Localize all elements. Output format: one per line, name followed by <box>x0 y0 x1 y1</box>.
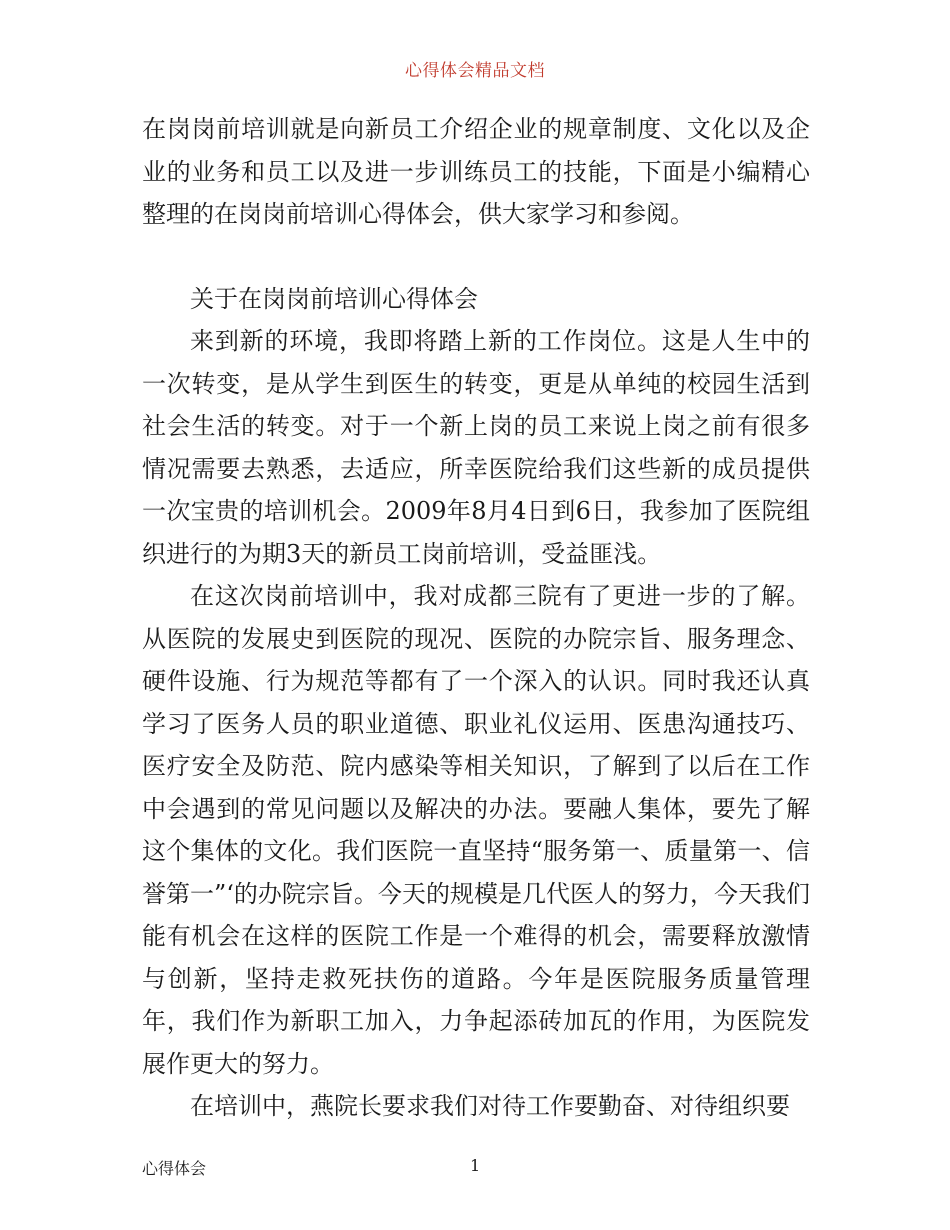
document-body <box>142 108 810 1128</box>
body-paragraph-2: 在这次岗前培训中，我对成都三院有了更进一步的了解。从医院的发展史到医院的现况、医院的办院宗旨、服务理念、硬件设施、行为规范等都有了一个深入的认识。同时我还认真学习了医务人员的职业道德、职业礼仪运用、医患沟通技巧、医疗安全及防范、院内感染等相关知识，了解到了以后在工作中会遇到的常见问题以及解决的办法。要融人集体，要先了解这个集体的文化。我们医院一直坚持“服务第一、质量第一、信誉第一”‘的办院宗旨。今天的规模是几代医人的努力，今天我们能有机会在这样的医院工作是一个难得的机会，需要释放激情与创新，坚持走救死扶伤的道路。今年是医院服务质量管理年，我们作为新职工加入，力争起添砖加瓦的作用，为医院发展作更大的努力。 <box>142 582 810 1078</box>
body-paragraph-3: 在培训中，燕院长要求我们对待工作要勤奋、对待组织要 <box>190 1092 790 1120</box>
page-header-title: 心得体会精品文档 <box>405 61 545 81</box>
body-paragraph-1: 来到新的环境，我即将踏上新的工作岗位。这是人生中的一次转变，是从学生到医生的转变，更是从单纯的校园生活到社会生活的转变。对于一个新上岗的员工来说上岗之前有很多情况需要去熟悉，去适应，所幸医院给我们这些新的成员提供一次宝贵的培训机会。2009年8月4日到6日，我参加了医院组织进行的为期3天的新员工岗前培训，受益匪浅。 <box>142 327 810 568</box>
page-number: 1 <box>470 1156 481 1175</box>
intro-paragraph: 在岗岗前培训就是向新员工介绍企业的规章制度、文化以及企业的业务和员工以及进一步训练员工的技能，下面是小编精心整理的在岗岗前培训心得体会，供大家学习和参阅。 <box>142 115 810 228</box>
footer-label: 心得体会 <box>142 1159 207 1178</box>
section-heading: 关于在岗岗前培训心得体会 <box>190 284 478 313</box>
